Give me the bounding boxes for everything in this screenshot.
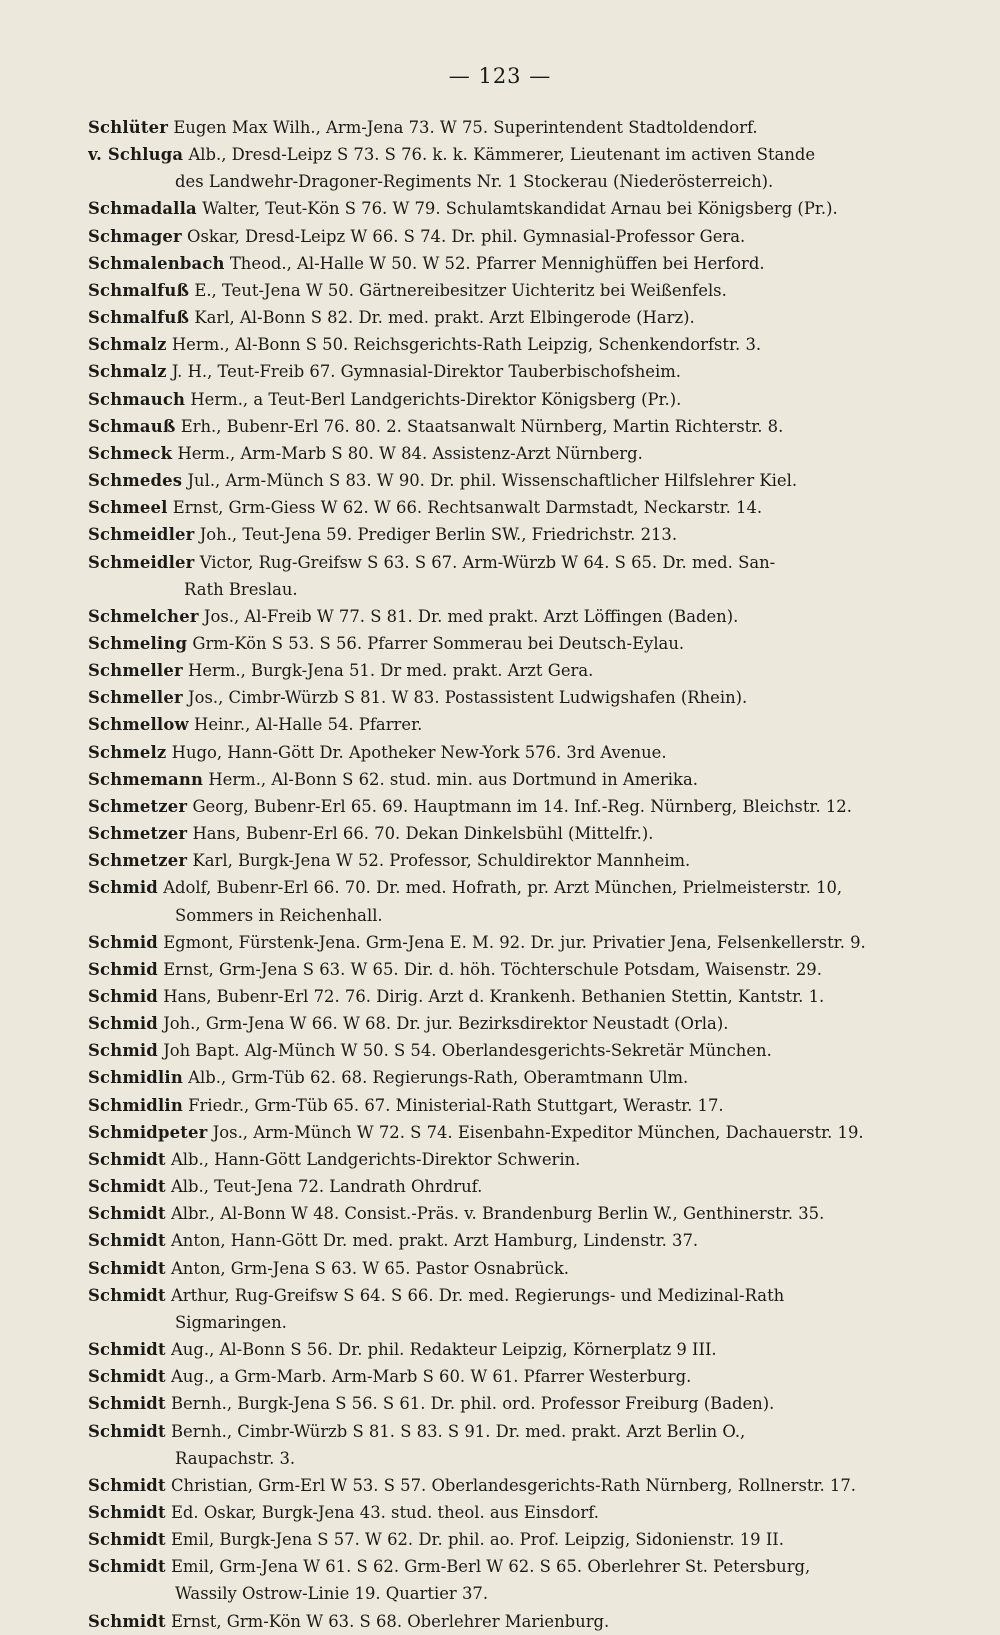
entry-continuation: Sommers in Reichenhall. — [175, 905, 383, 925]
directory-entry — [88, 195, 930, 222]
directory-entry — [88, 1119, 930, 1146]
directory-entry — [88, 739, 930, 766]
directory-entry — [88, 440, 930, 467]
entry-surname: Schmid — [88, 959, 158, 979]
entry-surname: Schmidt — [88, 1475, 166, 1495]
directory-entry — [88, 223, 930, 250]
entry-details: Ernst, Grm-Jena S 63. W 65. Dir. d. höh. Töchterschule Potsdam, Waisenstr. 29. — [163, 959, 822, 979]
directory-entry — [88, 657, 930, 684]
directory-entry — [88, 1092, 930, 1119]
directory-entry — [88, 413, 930, 440]
entry-surname: Schmidt — [88, 1367, 166, 1387]
directory-entry — [88, 847, 930, 874]
entry-details: Christian, Grm-Erl W 53. S 57. Oberlandesgerichts-Rath Nürnberg, Rollnerstr. 17. — [170, 1475, 856, 1495]
entry-details: Alb., Dresd-Leipz S 73. S 76. k. k. Kämmerer, Lieutenant im activen Stande — [188, 145, 816, 165]
directory-entries — [88, 114, 930, 1635]
directory-entry — [88, 874, 930, 928]
entry-details: Herm., Arm-Marb S 80. W 84. Assistenz-Arzt Nürnberg. — [177, 443, 643, 463]
directory-entry — [88, 603, 930, 630]
entry-details: Hans, Bubenr-Erl 66. 70. Dekan Dinkelsbühl (Mittelfr.). — [192, 824, 654, 844]
entry-surname: Schmalenbach — [88, 253, 225, 273]
directory-entry — [88, 1010, 930, 1037]
entry-details: Jos., Arm-Münch W 72. S 74. Eisenbahn-Expeditor München, Dachauerstr. 19. — [212, 1122, 864, 1142]
entry-surname: Schmid — [88, 932, 158, 952]
directory-entry — [88, 1064, 930, 1091]
directory-entry — [88, 467, 930, 494]
entry-surname: Schmeel — [88, 498, 168, 518]
directory-entry — [88, 793, 930, 820]
directory-entry — [88, 711, 930, 738]
entry-surname: Schmauß — [88, 416, 176, 436]
entry-details: Bernh., Cimbr-Würzb S 81. S 83. S 91. Dr. med. prakt. Arzt Berlin O., — [170, 1421, 746, 1441]
entry-details: Herm., a Teut-Berl Landgerichts-Direktor Königsberg (Pr.). — [190, 389, 682, 409]
entry-details: Victor, Rug-Greifsw S 63. S 67. Arm-Würzb W 64. S 65. Dr. med. San- — [199, 552, 776, 572]
entry-details: Ed. Oskar, Burgk-Jena 43. stud. theol. aus Einsdorf. — [170, 1502, 599, 1522]
entry-surname: Schmeller — [88, 661, 183, 681]
entry-surname: Schmid — [88, 1014, 158, 1034]
entry-details: Herm., Al-Bonn S 50. Reichsgerichts-Rath Leipzig, Schenkendorfstr. 3. — [171, 335, 762, 355]
entry-details: Theod., Al-Halle W 50. W 52. Pfarrer Mennighüffen bei Herford. — [229, 253, 765, 273]
directory-entry — [88, 521, 930, 548]
entry-surname: Schmeling — [88, 633, 188, 653]
directory-entry — [88, 1200, 930, 1227]
entry-surname: Schmidlin — [88, 1095, 183, 1115]
entry-surname: Schmidt — [88, 1394, 166, 1414]
directory-entry — [88, 304, 930, 331]
entry-surname: Schmalz — [88, 362, 167, 382]
entry-surname: Schmid — [88, 987, 158, 1006]
directory-entry — [88, 956, 930, 983]
entry-surname: Schmalfuß — [88, 280, 190, 300]
entry-details: Friedr., Grm-Tüb 65. 67. Ministerial-Rath Stuttgart, Werastr. 17. — [188, 1095, 724, 1115]
entry-surname: Schmedes — [88, 471, 183, 491]
entry-details: Adolf, Bubenr-Erl 66. 70. Dr. med. Hofrath, pr. Arzt München, Prielmeisterstr. 10, — [163, 878, 843, 898]
directory-entry — [88, 1336, 930, 1363]
entry-details: Ernst, Grm-Giess W 62. W 66. Rechtsanwalt Darmstadt, Neckarstr. 14. — [172, 498, 763, 518]
directory-entry — [88, 1282, 930, 1336]
directory-entry — [88, 1526, 930, 1553]
entry-details: Anton, Hann-Gött Dr. med. prakt. Arzt Hamburg, Lindenstr. 37. — [170, 1231, 699, 1251]
entry-surname: Schmidpeter — [88, 1122, 208, 1142]
entry-details: Anton, Grm-Jena S 63. W 65. Pastor Osnabrück. — [170, 1258, 570, 1278]
entry-details: Joh Bapt. Alg-Münch W 50. S 54. Oberlandesgerichts-Sekretär München. — [163, 1041, 772, 1061]
directory-entry — [88, 766, 930, 793]
entry-details: Emil, Burgk-Jena S 57. W 62. Dr. phil. ao. Prof. Leipzig, Sidonienstr. 19 II. — [170, 1530, 784, 1550]
entry-surname: Schmalz — [88, 335, 167, 355]
directory-entry — [88, 386, 930, 413]
directory-entry — [88, 1255, 930, 1282]
entry-continuation: Raupachstr. 3. — [175, 1448, 296, 1468]
entry-details: Egmont, Fürstenk-Jena. Grm-Jena E. M. 92. Dr. jur. Privatier Jena, Felsenkellerstr. 9. — [163, 932, 866, 952]
entry-surname: Schmeidler — [88, 525, 195, 545]
page-number: — 123 — — [448, 64, 552, 88]
entry-surname: Schmidt — [88, 1557, 166, 1577]
entry-details: Emil, Grm-Jena W 61. S 62. Grm-Berl W 62. S 65. Oberlehrer St. Petersburg, — [170, 1557, 811, 1577]
entry-continuation: Wassily Ostrow-Linie 19. Quartier 37. — [175, 1584, 489, 1604]
entry-surname: v. Schluga — [88, 145, 184, 165]
entry-details: Albr., Al-Bonn W 48. Consist.-Präs. v. Brandenburg Berlin W., Genthinerstr. 35. — [170, 1204, 825, 1224]
entry-details: J. H., Teut-Freib 67. Gymnasial-Direktor Tauberbischofsheim. — [171, 362, 681, 382]
directory-entry — [88, 358, 930, 385]
entry-surname: Schmeck — [88, 443, 173, 463]
entry-details: Hugo, Hann-Gött Dr. Apotheker New-York 576. 3rd Avenue. — [171, 742, 667, 762]
entry-details: Ernst, Grm-Kön W 63. S 68. Oberlehrer Marienburg. — [170, 1611, 610, 1631]
entry-details: Georg, Bubenr-Erl 65. 69. Hauptmann im 14. Inf.-Reg. Nürnberg, Bleichstr. 12. — [192, 796, 852, 816]
entry-details: Eugen Max Wilh., Arm-Jena 73. W 75. Superintendent Stadtoldendorf. — [173, 118, 758, 137]
entry-surname: Schmid — [88, 1041, 158, 1061]
directory-entry — [88, 820, 930, 847]
entry-surname: Schmauch — [88, 389, 186, 409]
entry-details: E., Teut-Jena W 50. Gärtnereibesitzer Uichteritz bei Weißenfels. — [194, 280, 727, 300]
entry-surname: Schmeidler — [88, 552, 195, 572]
entry-surname: Schmidlin — [88, 1068, 183, 1088]
entry-surname: Schmetzer — [88, 824, 188, 844]
entry-details: Alb., Hann-Gött Landgerichts-Direktor Schwerin. — [170, 1149, 581, 1169]
directory-entry — [88, 114, 930, 141]
entry-details: Joh., Grm-Jena W 66. W 68. Dr. jur. Bezirksdirektor Neustadt (Orla). — [163, 1014, 729, 1034]
entry-surname: Schmidt — [88, 1340, 166, 1360]
entry-details: Herm., Burgk-Jena 51. Dr med. prakt. Arzt Gera. — [188, 661, 594, 681]
entry-details: Herm., Al-Bonn S 62. stud. min. aus Dortmund in Amerika. — [208, 769, 698, 789]
entry-surname: Schmellow — [88, 715, 189, 735]
directory-entry — [88, 331, 930, 358]
directory-entry — [88, 250, 930, 277]
directory-entry — [88, 1553, 930, 1607]
entry-details: Jul., Arm-Münch S 83. W 90. Dr. phil. Wissenschaftlicher Hilfslehrer Kiel. — [187, 471, 798, 491]
directory-entry — [88, 1037, 930, 1064]
entry-surname: Schmetzer — [88, 851, 188, 871]
entry-details: Walter, Teut-Kön S 76. W 79. Schulamtskandidat Arnau bei Königsberg (Pr.). — [202, 199, 838, 219]
directory-entry — [88, 1173, 930, 1200]
directory-entry — [88, 1499, 930, 1526]
entry-surname: Schmid — [88, 878, 158, 898]
entry-details: Alb., Grm-Tüb 62. 68. Regierungs-Rath, Oberamtmann Ulm. — [188, 1068, 689, 1088]
directory-entry — [88, 929, 930, 956]
entry-surname: Schmemann — [88, 769, 204, 789]
entry-surname: Schmelcher — [88, 606, 199, 626]
directory-entry — [88, 630, 930, 657]
entry-details: Hans, Bubenr-Erl 72. 76. Dirig. Arzt d. Krankenh. Bethanien Stettin, Kantstr. 1. — [163, 987, 825, 1006]
entry-details: Aug., a Grm-Marb. Arm-Marb S 60. W 61. Pfarrer Westerburg. — [170, 1367, 692, 1387]
entry-details: Erh., Bubenr-Erl 76. 80. 2. Staatsanwalt Nürnberg, Martin Richterstr. 8. — [180, 416, 784, 436]
entry-continuation: des Landwehr-Dragoner-Regiments Nr. 1 Stockerau (Niederösterreich). — [175, 172, 774, 192]
entry-details: Karl, Al-Bonn S 82. Dr. med. prakt. Arzt Elbingerode (Harz). — [194, 308, 695, 328]
entry-surname: Schmadalla — [88, 199, 197, 219]
entry-surname: Schmidt — [88, 1149, 166, 1169]
directory-entry — [88, 1146, 930, 1173]
entry-details: Grm-Kön S 53. S 56. Pfarrer Sommerau bei Deutsch-Eylau. — [192, 633, 685, 653]
entry-surname: Schlüter — [88, 118, 169, 137]
entry-details: Arthur, Rug-Greifsw S 64. S 66. Dr. med. Regierungs- und Medizinal-Rath — [170, 1285, 785, 1305]
directory-entry — [88, 1363, 930, 1390]
entry-surname: Schmidt — [88, 1421, 166, 1441]
entry-surname: Schmidt — [88, 1611, 166, 1631]
entry-surname: Schmidt — [88, 1502, 166, 1522]
entry-surname: Schmidt — [88, 1204, 166, 1224]
directory-entry — [88, 277, 930, 304]
entry-surname: Schmidt — [88, 1177, 166, 1197]
entry-details: Oskar, Dresd-Leipz W 66. S 74. Dr. phil. Gymnasial-Professor Gera. — [187, 226, 746, 246]
entry-details: Alb., Teut-Jena 72. Landrath Ohrdruf. — [170, 1177, 483, 1197]
directory-entry — [88, 1227, 930, 1254]
entry-surname: Schmalfuß — [88, 308, 190, 328]
entry-continuation: Rath Breslau. — [184, 579, 298, 599]
directory-entry — [88, 494, 930, 521]
entry-surname: Schmidt — [88, 1258, 166, 1278]
entry-details: Joh., Teut-Jena 59. Prediger Berlin SW., Friedrichstr. 213. — [199, 525, 678, 545]
directory-entry — [88, 684, 930, 711]
directory-entry — [88, 1472, 930, 1499]
directory-entry — [88, 1390, 930, 1417]
directory-entry — [88, 1418, 930, 1472]
entry-surname: Schmeller — [88, 688, 183, 708]
entry-surname: Schmelz — [88, 742, 167, 762]
entry-details: Karl, Burgk-Jena W 52. Professor, Schuldirektor Mannheim. — [192, 851, 691, 871]
directory-entry — [88, 983, 930, 1010]
directory-entry — [88, 1608, 930, 1635]
entry-details: Aug., Al-Bonn S 56. Dr. phil. Redakteur Leipzig, Körnerplatz 9 III. — [170, 1340, 717, 1360]
entry-details: Jos., Cimbr-Würzb S 81. W 83. Postassistent Ludwigshafen (Rhein). — [188, 688, 748, 708]
entry-surname: Schmidt — [88, 1285, 166, 1305]
entry-surname: Schmidt — [88, 1231, 166, 1251]
entry-details: Heinr., Al-Halle 54. Pfarrer. — [194, 715, 423, 735]
entry-continuation: Sigmaringen. — [175, 1312, 287, 1332]
entry-details: Jos., Al-Freib W 77. S 81. Dr. med prakt. Arzt Löffingen (Baden). — [203, 606, 739, 626]
entry-surname: Schmager — [88, 226, 182, 246]
entry-details: Bernh., Burgk-Jena S 56. S 61. Dr. phil. ord. Professor Freiburg (Baden). — [170, 1394, 775, 1414]
entry-surname: Schmidt — [88, 1530, 166, 1550]
entry-surname: Schmetzer — [88, 796, 188, 816]
directory-entry — [88, 549, 930, 603]
directory-entry — [88, 141, 930, 195]
